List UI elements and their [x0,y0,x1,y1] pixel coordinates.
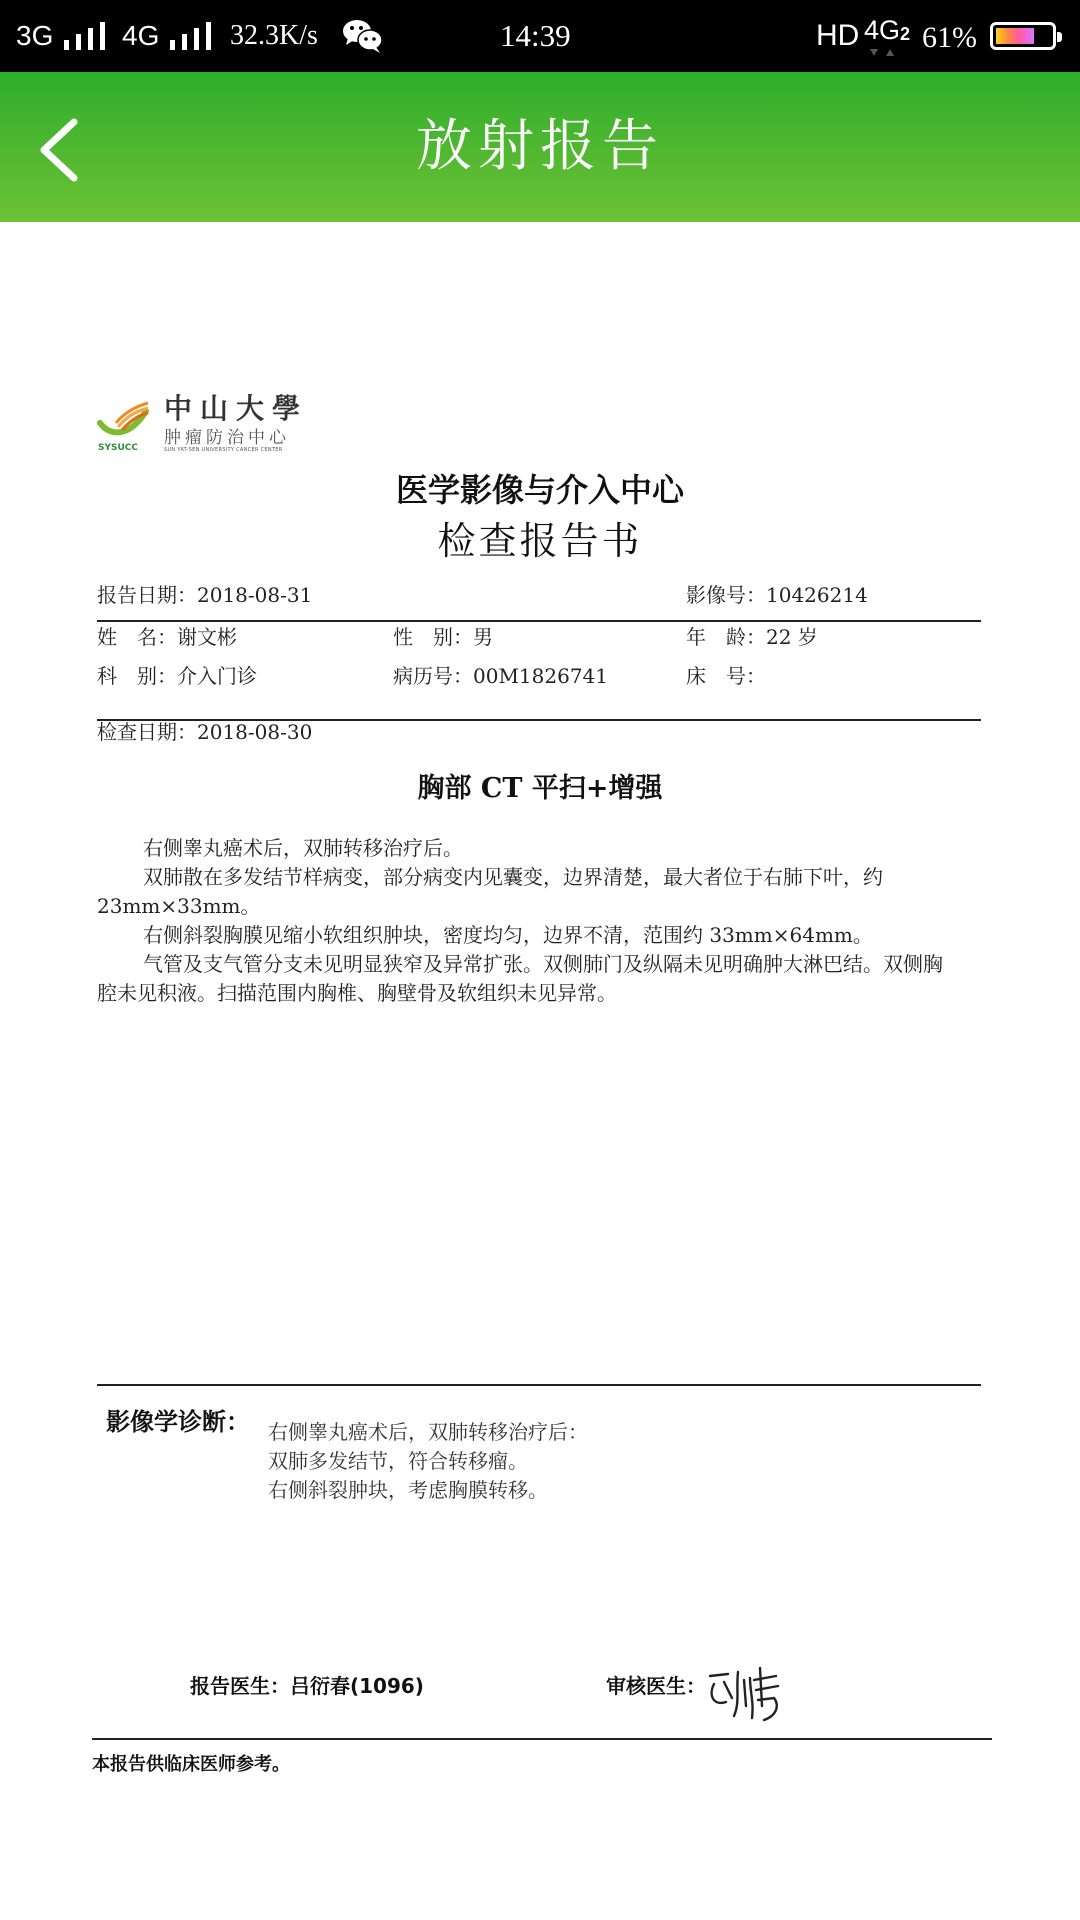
signature-image [704,1662,794,1724]
finding-line: 右侧睾丸癌术后，双肺转移治疗后。 [143,836,463,860]
battery-percent: 61% [922,21,977,54]
network-3g-label: 3G [16,20,54,51]
disclaimer: 本报告供临床医师参考。 [92,1754,290,1775]
hd-label: HD [816,19,860,52]
data-arrows-icon [868,48,896,58]
divider [92,1738,992,1740]
battery-icon [990,22,1056,50]
network-4g-label: 4G [122,20,160,51]
diagnosis-text [268,1418,588,1505]
diagnosis-line: 右侧睾丸癌术后，双肺转移治疗后： [268,1420,588,1444]
finding-line: 气管及支气管分支未见明显狭窄及异常扩张。双侧肺门及纵隔未见明确肿大淋巴结。双侧胸腔未见积液。扫描范围内胸椎、胸壁骨及软组织未见异常。 [97,952,943,1005]
image-number: 影像号：10426214 [686,583,868,607]
patient-gender: 性 别：男 [393,625,493,649]
logo-abbr: SYSUCC [98,443,138,453]
finding-line: 双肺散在多发结节样病变，部分病变内见囊变，边界清楚，最大者位于右肺下叶，约23mm×33mm。 [97,865,883,918]
page-title: 放射报告 [416,114,664,179]
reviewing-doctor-label: 审核医生： [606,1674,706,1698]
signal-icon [64,22,108,50]
diagnosis-line: 右侧斜裂肿块，考虑胸膜转移。 [268,1478,548,1502]
bed-number: 床 号： [686,664,766,688]
diagnosis-line: 双肺多发结节，符合转移瘤。 [268,1449,528,1473]
patient-name: 姓 名：谢文彬 [97,625,237,649]
status-bar [0,0,1080,72]
document-title: 检查报告书 [437,519,643,563]
divider [97,620,981,622]
clock: 14:39 [500,18,571,53]
logo-name: 中山大學 [164,392,309,425]
exam-title: 胸部 CT 平扫+增强 [417,773,663,804]
department: 科 别：介入门诊 [97,664,257,688]
signal-icon [170,22,214,50]
medical-record-number: 病历号：00M1826741 [393,664,608,688]
report-date: 报告日期：2018-08-31 [97,583,313,607]
network-4g-label-2: 4G [864,15,901,45]
wechat-icon [342,18,384,54]
sim-index: 2 [900,24,911,44]
diagnosis-label: 影像学诊断： [106,1408,250,1436]
hospital-logo [96,387,309,459]
exam-date: 检查日期：2018-08-30 [97,720,313,744]
logo-subtitle: 肿瘤防治中心 [164,428,290,448]
network-speed: 32.3K/s [230,20,318,51]
logo-english: SUN YAT-SEN UNIVERSITY CANCER CENTER [164,447,283,453]
findings-text [97,834,957,1008]
finding-line: 右侧斜裂胸膜见缩小软组织肿块，密度均匀，边界不清，范围约 33mm×64mm。 [143,923,873,947]
patient-age: 年 龄：22 岁 [686,625,818,649]
report-document [0,222,1080,1920]
department-title: 医学影像与介入中心 [395,471,684,509]
divider [97,1384,981,1386]
app-header [0,72,1080,222]
reporting-doctor: 报告医生：吕衍春(1096) [190,1674,424,1698]
